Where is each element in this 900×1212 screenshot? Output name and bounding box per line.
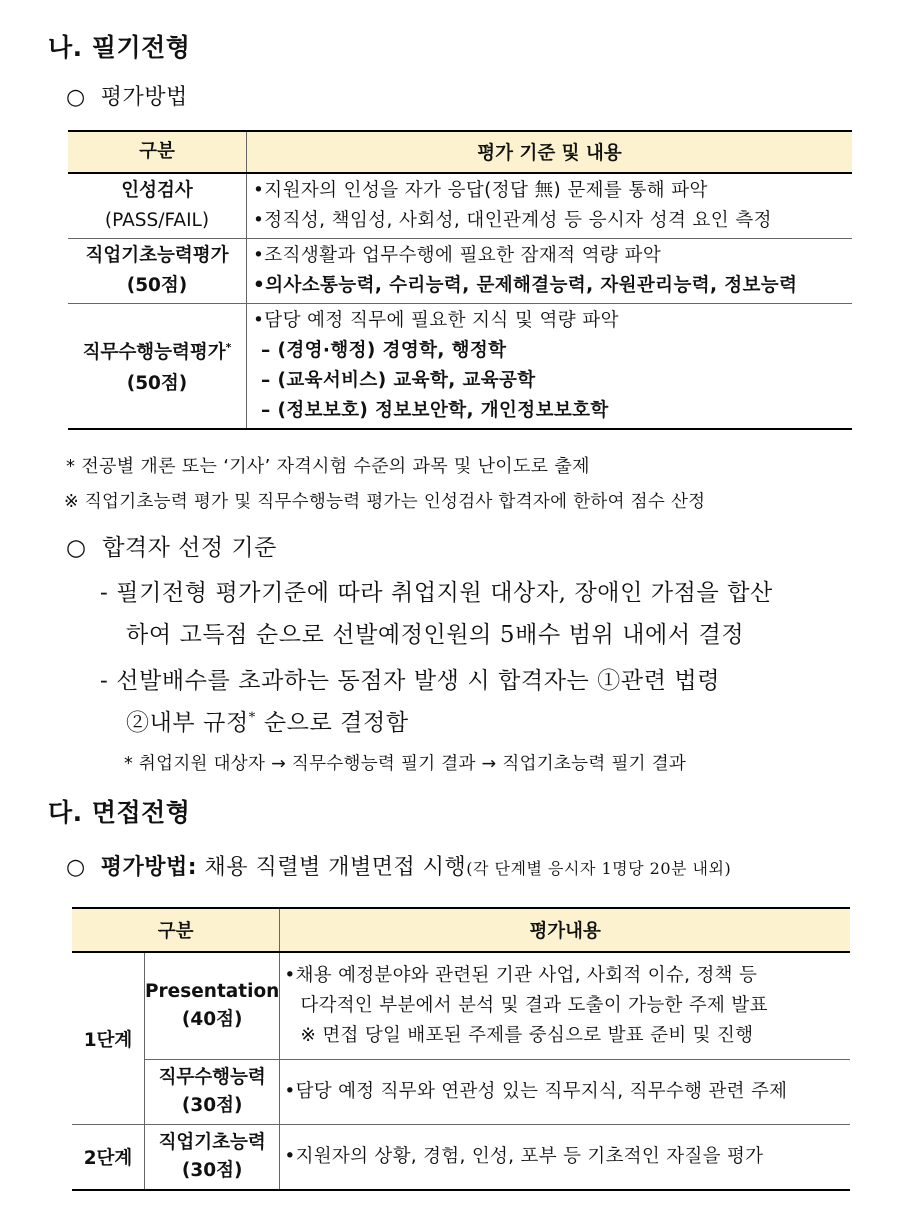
interview-method-text: 채용 직렬별 개별면접 시행 — [197, 855, 467, 880]
circle-bullet-icon: ○ — [66, 535, 87, 561]
row-content — [280, 952, 850, 1060]
row-name: 직무수행능력 — [158, 1067, 266, 1088]
row-category — [68, 173, 247, 239]
row-category — [145, 1125, 280, 1191]
row-line: – (교육서비스) 교육학, 교육공학 — [261, 370, 536, 391]
table-header-row — [72, 908, 850, 952]
row-line: – (정보보호) 정보보안학, 개인정보보호학 — [261, 400, 609, 421]
criteria-text: 순으로 결정함 — [255, 710, 409, 736]
row-line: •채용 예정분야와 관련된 기관 사업, 사회적 이슈, 정책 등 — [284, 965, 758, 986]
header-category: 구분 — [68, 131, 247, 173]
table-row — [72, 1125, 850, 1191]
table-row — [72, 1060, 850, 1125]
row-content — [280, 1060, 850, 1125]
row-line: ※ 면접 당일 배포된 주제를 중심으로 발표 준비 및 진행 — [300, 1025, 754, 1046]
interview-method-heading — [66, 850, 731, 881]
header-content: 평가내용 — [280, 908, 850, 952]
header-content: 평가 기준 및 내용 — [247, 131, 853, 173]
footnote-mark: * — [225, 341, 232, 355]
row-name: 인성검사 — [121, 180, 193, 201]
criteria-heading — [66, 529, 277, 562]
row-line: •정직성, 책임성, 사회성, 대인관계성 등 응시자 성격 요인 측정 — [253, 210, 772, 231]
criteria-item-1-line1: - 필기전형 평가기준에 따라 취업지원 대상자, 장애인 가점을 합산 — [100, 580, 773, 606]
row-sub: (50점) — [126, 275, 188, 296]
table-row — [68, 304, 852, 430]
row-line: •담당 예정 직무에 필요한 지식 및 역량 파악 — [253, 310, 619, 331]
row-line: – (경영·행정) 경영학, 행정학 — [261, 340, 507, 361]
interview-method-label: 평가방법: — [100, 855, 198, 880]
criteria-item-1-line2: 하여 고득점 순으로 선발예정인원의 5배수 범위 내에서 결정 — [126, 622, 745, 648]
footnote-1: * 전공별 개론 또는 ‘기사’ 자격시험 수준의 과목 및 난이도로 출제 — [66, 456, 590, 477]
row-score: (40점) — [181, 1009, 243, 1030]
row-sub: (50점) — [126, 372, 188, 394]
row-category — [68, 239, 247, 304]
criteria-text: ②내부 규정 — [126, 710, 249, 736]
row-line: •지원자의 인성을 자가 응답(정답 無) 문제를 통해 파악 — [253, 180, 708, 201]
table-row — [72, 952, 850, 1060]
row-name: 직업기초능력 — [158, 1132, 266, 1153]
criteria-item-2-line1: - 선발배수를 초과하는 동점자 발생 시 합격자는 ①관련 법령 — [100, 668, 721, 694]
criteria-footnote: * 취업지원 대상자 → 직무수행능력 필기 결과 → 직업기초능력 필기 결과 — [124, 754, 687, 774]
row-line: •조직생활과 업무수행에 필요한 잠재적 역량 파악 — [253, 245, 662, 266]
row-content — [247, 239, 853, 304]
section-title-written: 나. 필기전형 — [48, 33, 191, 62]
stage-1: 1단계 — [72, 952, 145, 1125]
row-content — [247, 304, 853, 430]
row-line: 다각적인 부분에서 분석 및 결과 도출이 가능한 주제 발표 — [300, 995, 768, 1016]
section-title-interview: 다. 면접전형 — [48, 798, 191, 827]
row-content — [280, 1125, 850, 1191]
row-line: •담당 예정 직무와 연관성 있는 직무지식, 직무수행 관련 주제 — [284, 1081, 788, 1102]
row-name: Presentation — [145, 981, 280, 1002]
table-row — [68, 173, 852, 239]
method-title: 평가방법 — [100, 85, 188, 110]
circle-bullet-icon: ○ — [66, 855, 86, 880]
row-line: •지원자의 상황, 경험, 인성, 포부 등 기초적인 자질을 평가 — [284, 1146, 764, 1167]
interview-eval-table — [72, 907, 850, 1191]
method-heading — [66, 80, 188, 111]
row-category — [145, 1060, 280, 1125]
header-category: 구분 — [72, 908, 280, 952]
row-score: (30점) — [181, 1160, 243, 1181]
row-content — [247, 173, 853, 239]
row-category — [68, 304, 247, 430]
circle-bullet-icon: ○ — [66, 85, 86, 110]
criteria-title: 합격자 선정 기준 — [102, 535, 277, 561]
written-eval-table — [68, 130, 852, 430]
criteria-item-2-line2 — [126, 704, 409, 737]
footnote-2: ※ 직업기초능력 평가 및 직무수행능력 평가는 인성검사 합격자에 한하여 점수 산정 — [64, 492, 706, 512]
row-sub: (PASS/FAIL) — [104, 210, 210, 231]
row-name: 직무수행능력평가 — [82, 342, 226, 364]
row-category — [145, 952, 280, 1060]
footnote-mark: * — [248, 710, 256, 726]
stage-2: 2단계 — [72, 1125, 145, 1191]
table-header-row — [68, 131, 852, 173]
row-line: •의사소통능력, 수리능력, 문제해결능력, 자원관리능력, 정보능력 — [253, 275, 798, 296]
row-name: 직업기초능력평가 — [85, 245, 229, 266]
row-score: (30점) — [181, 1095, 243, 1116]
interview-method-paren: (각 단계별 응시자 1명당 20분 내외) — [466, 859, 732, 878]
table-row — [68, 239, 852, 304]
